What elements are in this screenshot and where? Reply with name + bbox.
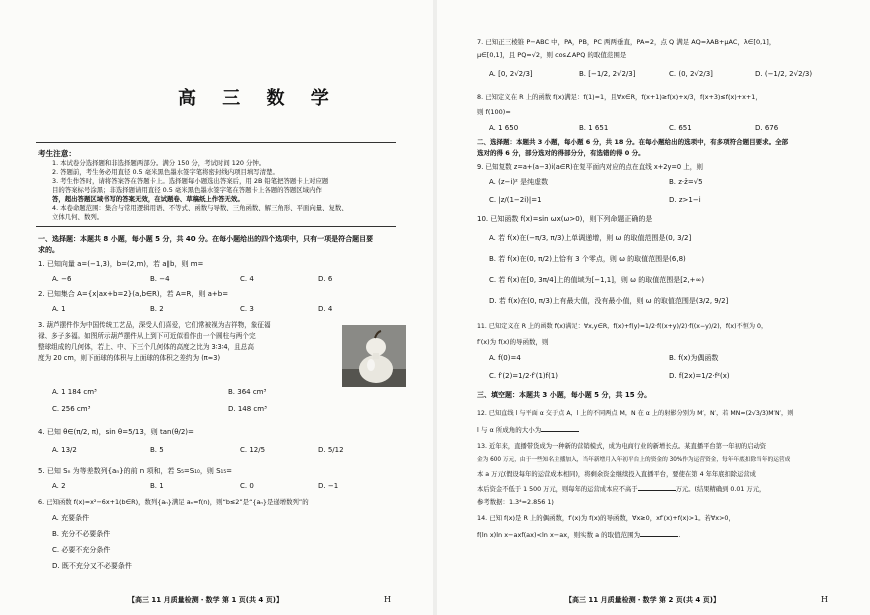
q8-option-a: A. 1 650: [489, 124, 519, 132]
q11-option-b: B. f(x)为偶函数: [669, 354, 719, 362]
question-5-stem: 5. 已知 Sₙ 为等差数列{aₙ}的前 n 项和，若 S₅=S₁₀，则 S₁₅=: [38, 467, 233, 475]
q6-option-c: C. 必要不充分条件: [52, 546, 111, 554]
page-1-version-mark: H: [384, 595, 391, 604]
q9-option-b: B. z·z̄=√5: [669, 178, 703, 186]
q5-option-c: C. 0: [240, 482, 254, 490]
page-2-version-mark: H: [821, 595, 828, 604]
question-3-stem-cont: 整球组成的几何体，若上、中、下三个几何体的高度之比为 3∶3∶4，且总高: [38, 343, 254, 351]
q2-option-d: D. 4: [318, 305, 333, 313]
question-2-stem: 2. 已知集合 A={x|ax+b=2}(a,b∈R)，若 A=R，则 a+b=: [38, 290, 229, 298]
q1-option-b: B. −4: [150, 275, 170, 283]
q3-option-a: A. 1 184 cm³: [52, 388, 97, 396]
question-3-stem-cont: 禄、多子多福。如图所示葫芦摆件从上到下可近似看作由一个圆柱与两个完: [38, 332, 256, 340]
question-7-stem-cont: μ∈[0,1]，且 PQ=√2，则 cos∠APQ 的取值范围是: [477, 51, 627, 59]
q10-option-b: B. 若 f(x)在(0, π/2)上恰有 3 个零点，则 ω 的取值范围是(6,8): [489, 255, 686, 263]
q6-option-d: D. 既不充分又不必要条件: [52, 562, 132, 570]
q3-option-b: B. 364 cm³: [228, 388, 267, 396]
question-11-stem: 11. 已知定义在 R 上的函数 f(x)满足：∀x,y∈R，f(x)+f(y)=1/2·f((x+y)/2)·f((x−y)/2)，f(x)不恒为 0，: [477, 323, 768, 330]
q4-option-b: B. 5: [150, 446, 164, 454]
page-2-footer: 【高三 11 月质量检测・数学 第 2 页(共 4 页)】: [565, 596, 720, 604]
q1-option-d: D. 6: [318, 275, 333, 283]
q1-option-c: C. 4: [240, 275, 254, 283]
q7-option-c: C. (0, 2√2/3]: [669, 70, 713, 78]
question-11-stem-cont: f′(x)为 f(x)的导函数，则: [477, 338, 549, 346]
q11-option-d: D. f(2x)=1/2·f²(x): [669, 372, 730, 380]
q6-option-b: B. 充分不必要条件: [52, 530, 111, 538]
q9-option-d: D. z>1−i: [669, 196, 701, 204]
answer-blank: [541, 425, 579, 432]
notice-item: 答，超出答题区域书写的答案无效，在试题卷、草稿纸上作答无效。: [52, 195, 244, 203]
section-2-heading: 二、选择题：本题共 3 小题，每小题 6 分，共 18 分。在每小题给出的选项中，有多项符合题目要求。全部: [477, 138, 789, 146]
q10-option-a: A. 若 f(x)在(−π/3, π/3)上单调递增，则 ω 的取值范围是(0, 3/2]: [489, 234, 692, 242]
question-12-stem-cont: [477, 425, 579, 435]
notice-heading: 考生注意：: [38, 149, 76, 158]
q2-option-b: B. 2: [150, 305, 164, 313]
q4-option-d: D. 5/12: [318, 446, 344, 454]
q8-option-c: C. 651: [669, 124, 692, 132]
answer-blank: [640, 530, 681, 539]
q7-option-a: A. [0, 2√2/3]: [489, 70, 533, 78]
question-12-text: l 与 α 所成角的大小为: [477, 426, 542, 434]
q9-option-c: C. |z/(1−2i)|=1: [489, 196, 542, 204]
q3-option-d: D. 148 cm³: [228, 405, 267, 413]
notice-item: 4. 本卷命题范围：集合与常用逻辑用语、不等式、函数与导数、三角函数、解三角形、平面向量、复数、: [52, 204, 348, 212]
question-8-stem-cont: 则 f(100)=: [477, 108, 511, 116]
q10-option-c: C. 若 f(x)在[0, 3π/4]上的值域为[−1,1]，则 ω 的取值范围是[2,+∞): [489, 276, 705, 284]
question-13-stem: 13. 近年来，直播带货成为一种新的营销模式，成为电商行业的新增长点。某直播平台第一年初的启动资: [477, 443, 767, 450]
q8-option-d: D. 676: [755, 124, 779, 132]
question-13-stem-cont: 金为 600 万元，由于一些知名主播加入，当年新增月入年初平台上的资金的 30%作为运营资金，每年年底扣除当年的运营成: [477, 457, 791, 463]
q9-option-a: A. (z−i)² 是纯虚数: [489, 178, 549, 186]
question-1-stem: 1. 已知向量 a=(−1,3)，b=(2,m)，若 a∥b，则 m=: [38, 260, 204, 268]
q8-option-b: B. 1 651: [579, 124, 609, 132]
section-3-heading: 三、填空题：本题共 3 小题，每小题 5 分，共 15 分。: [477, 391, 652, 399]
section-1-heading: 一、选择题：本题共 8 小题，每小题 5 分，共 40 分。在每小题给出的四个选项中，只有一项是符合题目要: [38, 235, 374, 243]
q4-option-c: C. 12/5: [240, 446, 266, 454]
question-13-reference-data: 参考数据：1.3⁴=2.856 1): [477, 498, 554, 506]
q1-option-a: A. −6: [52, 275, 72, 283]
notice-item: 2. 答题前，考生务必用直径 0.5 毫米黑色墨水签字笔将密封线内项目填写清楚。: [52, 168, 279, 176]
q3-option-c: C. 256 cm³: [52, 405, 91, 413]
q11-option-a: A. f(0)=4: [489, 354, 521, 362]
notice-item: 立体几何、数列。: [52, 213, 104, 221]
page-1: [0, 0, 433, 615]
page-1-footer: 【高三 11 月质量检测・数学 第 1 页(共 4 页)】: [128, 596, 283, 604]
question-10-stem: 10. 已知函数 f(x)=sin ωx(ω>0)，则下列命题正确的是: [477, 215, 653, 223]
q6-option-a: A. 充要条件: [52, 514, 90, 522]
question-6-stem: 6. 已知函数 f(x)=x²−6x+1(b∈R)，数列{aₙ}满足 aₙ=f(n)，则“b≤2”是“{aₙ}是递增数列”的: [38, 498, 309, 506]
notice-divider: [36, 226, 396, 227]
q10-option-d: D. 若 f(x)在(0, π/3)上有最大值，没有最小值，则 ω 的取值范围是(3/2, 9/2]: [489, 297, 729, 305]
question-13-unit: 万元。(结果精确到 0.01 万元，: [675, 486, 766, 493]
notice-item: 1. 本试卷分选择题和非选择题两部分。满分 150 分，考试时间 120 分钟。: [52, 159, 266, 167]
question-3-stem: 3. 葫芦摆件作为中国传统工艺品，深受人们喜爱，它们常被视为吉祥物，象征福: [38, 321, 271, 329]
answer-blank: [638, 484, 676, 491]
question-12-stem: 12. 已知直线 l 与平面 α 交于点 A，l 上的不同两点 M，N 在 α 上的射影分别为 M′，N′，若 MN=(2√3/3)M′N′，则: [477, 410, 794, 417]
q7-option-d: D. (−1/2, 2√2/3): [755, 70, 813, 78]
q4-option-a: A. 13/2: [52, 446, 77, 454]
q2-option-c: C. 3: [240, 305, 254, 313]
question-14-text: f(ln x)ln x−axf(ax)<ln x−ax，则实数 a 的取值范围为: [477, 531, 641, 539]
question-7-stem: 7. 已知正三棱锥 P−ABC 中，PA，PB，PC 两两垂直，PA=2，点 Q 满足 AQ=λAB+μAC，λ∈[0,1]，: [477, 38, 776, 46]
question-9-stem: 9. 已知复数 z=a+(a−3)i(a∈R)在复平面内对应的点在直线 x+2y=0 上，则: [477, 163, 703, 171]
question-13-text: 本后资金不低于 1 500 万元，则每年的运营成本应不高于: [477, 486, 638, 493]
question-14-end: .: [678, 531, 681, 539]
section-1-heading-cont: 求的。: [38, 246, 59, 254]
section-2-heading-cont: 选对的得 6 分，部分选对的得部分分，有选错的得 0 分。: [477, 149, 645, 157]
question-4-stem: 4. 已知 θ∈(π/2, π)，sin θ=5/13，则 tan(θ/2)=: [38, 428, 194, 436]
question-14-stem: 14. 已知 f(x)是 R 上的偶函数，f′(x)为 f(x)的导函数，∀x≥0，xf′(x)+f(x)>1。若∀x>0，: [477, 514, 735, 522]
exam-title: 高 三 数 学: [178, 88, 339, 109]
question-13-stem-cont: 本 a 万元(假设每年的运营成本相同)，将剩余资金继续投入直播平台，要使在第 4 年年底扣除运营成: [477, 471, 756, 478]
title-divider: [36, 142, 396, 143]
question-13-stem-cont: [477, 484, 765, 494]
q11-option-c: C. f′(2)=1/2·f′(1)f(1): [489, 372, 559, 380]
q2-option-a: A. 1: [52, 305, 66, 313]
question-14-stem-cont: [477, 530, 680, 540]
notice-item: 3. 考生作答时，请将答案答在答题卡上。选择题每小题选出答案后，用 2B 铅笔把答题卡上对应题: [52, 177, 329, 185]
q5-option-d: D. −1: [318, 482, 339, 490]
question-8-stem: 8. 已知定义在 R 上的函数 f(x)满足：f(1)=1，且∀x∈R，f(x+1)≥f(x)+x/3，f(x+3)≤f(x)+x+1，: [477, 93, 762, 101]
q7-option-b: B. [−1/2, 2√2/3]: [579, 70, 636, 78]
q5-option-a: A. 2: [52, 482, 66, 490]
gourd-ornament-image: [342, 325, 406, 387]
question-3-stem-cont: 度为 20 cm，则下面球的体积与上面球的体积之差约为 (π≈3): [38, 354, 221, 362]
q5-option-b: B. 1: [150, 482, 164, 490]
notice-item: 目的答案标号涂黑；非选择题请用直径 0.5 毫米黑色墨水签字笔在答题卡上各题的答题区域内作: [52, 186, 322, 194]
page-2: [437, 0, 870, 615]
